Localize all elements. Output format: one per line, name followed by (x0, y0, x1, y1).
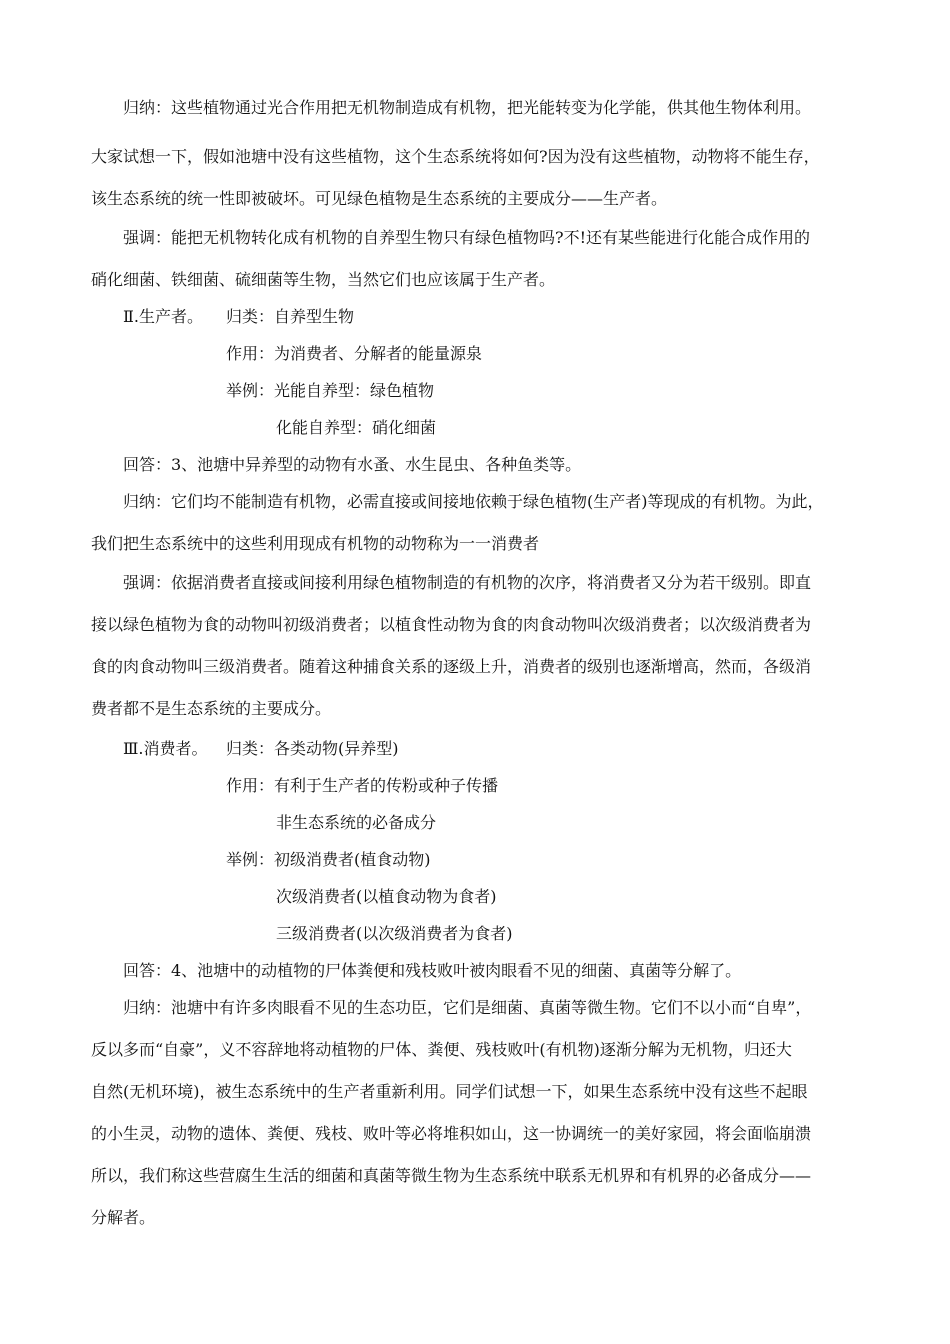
paragraph-line: 归纳：它们均不能制造有机物，必需直接或间接地依赖于绿色植物(生产者)等现成的有机物。为此， (123, 492, 824, 511)
paragraph-line: 所以，我们称这些营腐生生活的细菌和真菌等微生物为生态系统中联系无机界和有机界的必备成分—— (91, 1166, 812, 1185)
paragraph-line: 费者都不是生态系统的主要成分。 (91, 699, 332, 718)
paragraph-line: 硝化细菌、铁细菌、硫细菌等生物，当然它们也应该属于生产者。 (91, 270, 556, 289)
paragraph-line: 该生态系统的统一性即被破坏。可见绿色植物是生态系统的主要成分——生产者。 (91, 189, 668, 208)
paragraph-line: 的小生灵，动物的遗体、粪便、残枝、败叶等必将堆积如山，这一协调统一的美好家园，将会面临崩溃 (91, 1124, 812, 1143)
list-item: 举例：光能自养型：绿色植物 (226, 381, 435, 400)
list-item: 归类：自养型生物 (226, 307, 355, 326)
section-heading-producer: Ⅱ.生产者。 (123, 307, 203, 326)
list-item: 归类：各类动物(异养型) (226, 739, 399, 758)
list-item: 作用：有利于生产者的传粉或种子传播 (226, 776, 499, 795)
list-item: 化能自养型：硝化细菌 (276, 418, 437, 437)
section-heading-consumer: Ⅲ.消费者。 (123, 739, 208, 758)
paragraph-line: 接以绿色植物为食的动物叫初级消费者；以植食性动物为食的肉食动物叫次级消费者；以次级消费者为 (91, 615, 812, 634)
paragraph-line: 自然(无机环境)，被生态系统中的生产者重新利用。同学们试想一下，如果生态系统中没有这些不起眼 (91, 1082, 808, 1101)
paragraph-line: 分解者。 (91, 1208, 156, 1227)
paragraph-line: 强调：依据消费者直接或间接利用绿色植物制造的有机物的次序，将消费者又分为若干级别。即直 (123, 573, 812, 592)
paragraph-line: 大家试想一下，假如池塘中没有这些植物，这个生态系统将如何?因为没有这些植物，动物将不能生存， (91, 147, 820, 166)
list-item: 三级消费者(以次级消费者为食者) (276, 924, 513, 943)
paragraph-line: 强调：能把无机物转化成有机物的自养型生物只有绿色植物吗?不!还有某些能进行化能合成作用的 (123, 228, 811, 247)
list-item: 非生态系统的必备成分 (276, 813, 437, 832)
paragraph-line: 归纳：池塘中有许多肉眼看不见的生态功臣，它们是细菌、真菌等微生物。它们不以小而“自卑”， (123, 998, 812, 1017)
paragraph-line: 回答：3、池塘中异养型的动物有水蚤、水生昆虫、各种鱼类等。 (123, 455, 582, 474)
paragraph-line: 我们把生态系统中的这些利用现成有机物的动物称为一一消费者 (91, 534, 540, 553)
paragraph-line: 归纳：这些植物通过光合作用把无机物制造成有机物，把光能转变为化学能，供其他生物体利用。 (123, 98, 812, 117)
paragraph-line: 食的肉食动物叫三级消费者。随着这种捕食关系的逐级上升，消费者的级别也逐渐增高，然而，各级消 (91, 657, 812, 676)
paragraph-line: 反以多而“自豪”，义不容辞地将动植物的尸体、粪便、残枝败叶(有机物)逐渐分解为无机物，归还大 (91, 1040, 792, 1059)
list-item: 作用：为消费者、分解者的能量源泉 (226, 344, 483, 363)
paragraph-line: 回答：4、池塘中的动植物的尸体粪便和残枝败叶被肉眼看不见的细菌、真菌等分解了。 (123, 961, 742, 980)
list-item: 举例：初级消费者(植食动物) (226, 850, 431, 869)
list-item: 次级消费者(以植食动物为食者) (276, 887, 497, 906)
